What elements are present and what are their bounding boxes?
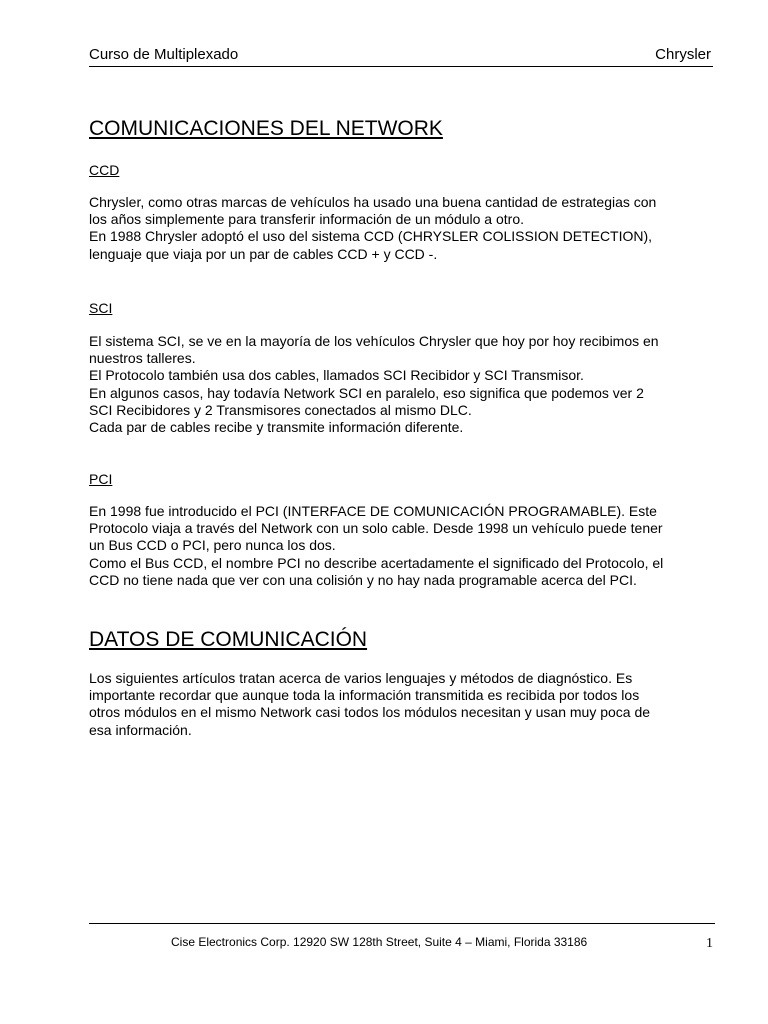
paragraph-line: Los siguientes artículos tratan acerca de varios lenguajes y métodos de diagnóstico. Es (89, 670, 633, 686)
section-heading-sci: SCI (89, 300, 113, 316)
paragraph-line: En algunos casos, hay todavía Network SCI en paralelo, eso significa que podemos ver 2 (89, 384, 644, 401)
paragraph-line: SCI Recibidores y 2 Transmisores conectados al mismo DLC. (89, 401, 472, 418)
paragraph-line: El Protocolo también usa dos cables, llamados SCI Recibidor y SCI Transmisor. (89, 367, 584, 384)
page-number: 1 (706, 936, 713, 951)
paragraph-line: lenguaje que viaja por un par de cables CCD + y CCD -. (89, 245, 438, 262)
paragraph-line: Como el Bus CCD, el nombre PCI no describe acertadamente el significado del Protocolo, el (89, 554, 664, 571)
paragraph-line: otros módulos en el mismo Network casi todos los módulos necesitan y usan muy poca de (89, 704, 651, 721)
paragraph-line: En 1998 fue introducido el PCI (INTERFACE DE COMUNICACIÓN PROGRAMABLE). Este (89, 503, 657, 519)
section-heading-ccd: CCD (89, 162, 120, 178)
paragraph-line: nuestros talleres. (89, 350, 196, 367)
paragraph-line: CCD no tiene nada que ver con una colisión y no hay nada programable acerca del PCI. (89, 571, 637, 588)
section-pci-body (89, 503, 663, 589)
paragraph-line: En 1988 Chrysler adoptó el uso del sistema CCD (CHRYSLER COLISSION DETECTION), (89, 228, 653, 245)
section-ccd (89, 162, 119, 179)
section-sci (89, 300, 112, 317)
paragraph-line: Cada par de cables recibe y transmite información diferente. (89, 419, 464, 436)
section-datos (89, 627, 367, 653)
paragraph-line: El sistema SCI, se ve en la mayoría de los vehículos Chrysler que hoy por hoy recibimos en (89, 333, 659, 349)
paragraph-line: esa información. (89, 721, 192, 738)
section-ccd-body (89, 194, 656, 263)
section-pci (89, 471, 112, 488)
paragraph-line: los años simplemente para transferir información de un módulo a otro. (89, 211, 524, 228)
section-title-datos: DATOS DE COMUNICACIÓN (89, 628, 368, 651)
page-title: COMUNICACIONES DEL NETWORK (89, 117, 443, 140)
header-brand: Chrysler (655, 46, 711, 63)
title-block (89, 116, 443, 142)
section-sci-body (89, 333, 659, 436)
section-datos-body (89, 670, 650, 739)
footer-address: Cise Electronics Corp. 12920 SW 128th Street, Suite 4 – Miami, Florida 33186 (171, 935, 588, 949)
paragraph-line: importante recordar que aunque toda la información transmitida es recibida por todos los (89, 687, 640, 704)
section-heading-pci: PCI (89, 471, 113, 487)
paragraph-line: Chrysler, como otras marcas de vehículos ha usado una buena cantidad de estrategias con (89, 194, 657, 210)
paragraph-line: Protocolo viaja a través del Network con un solo cable. Desde 1998 un vehículo puede tener (89, 520, 663, 537)
page-header (89, 44, 713, 67)
page-footer (89, 923, 715, 951)
paragraph-line: un Bus CCD o PCI, pero nunca los dos. (89, 537, 336, 554)
header-course-title: Curso de Multiplexado (89, 46, 239, 63)
